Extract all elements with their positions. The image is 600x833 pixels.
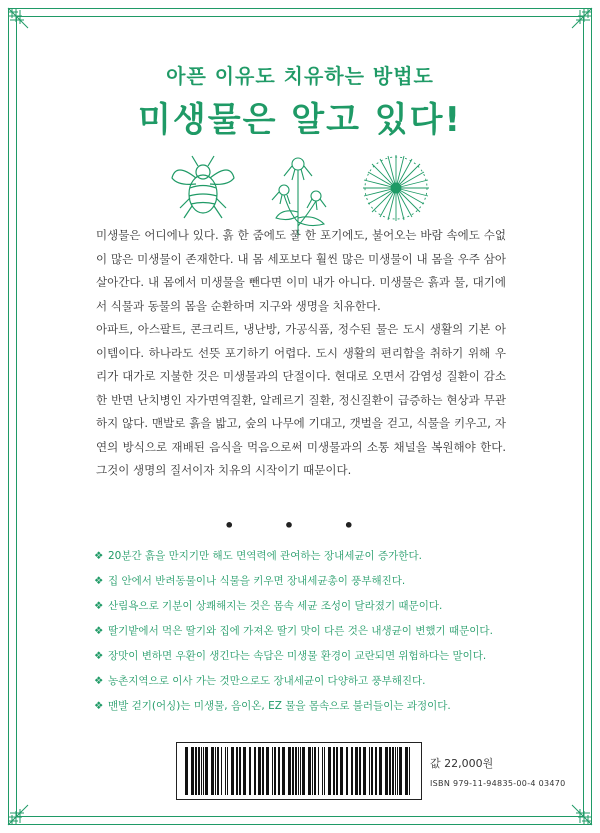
dandelion-seedhead-icon — [360, 152, 432, 224]
description-text — [96, 224, 506, 483]
isbn-label: ISBN 979-11-94835-00-4 03470 — [430, 779, 566, 788]
diamond-bullet-icon: ❖ — [94, 650, 104, 662]
list-item: ❖ 산림욕으로 기분이 상쾌해지는 것은 몸속 세균 조성이 달라졌기 때문이다. — [94, 594, 534, 619]
corner-ornament-icon — [554, 787, 594, 827]
corner-ornament-icon — [6, 6, 46, 46]
barcode-icon — [183, 747, 415, 795]
diamond-bullet-icon: ❖ — [94, 575, 104, 587]
highlight-list — [94, 544, 534, 719]
barcode-box — [176, 742, 422, 800]
diamond-bullet-icon: ❖ — [94, 550, 104, 562]
list-item: ❖ 딸기밭에서 먹은 딸기와 집에 가져온 딸기 맛이 다른 것은 내생균이 변했기 때문이다. — [94, 619, 534, 644]
section-separator: • • • — [224, 516, 376, 535]
corner-ornament-icon — [6, 787, 46, 827]
diamond-bullet-icon: ❖ — [94, 625, 104, 637]
list-item: ❖ 집 안에서 반려동물이나 식물을 키우면 장내세균총이 풍부해진다. — [94, 569, 534, 594]
description-paragraph: 아파트, 아스팔트, 콘크리트, 냉난방, 가공식품, 정수된 물은 도시 생활의 기본 아이템이다. 하나라도 선뜻 포기하기 어렵다. 도시 생활의 편리함을 취하기 위해 우리가 대가로 지불한 것은 미생물과의 단절이다. 현대로 오면서 감염성 질환이 감소한 반면 난치병인 자가면역질환, 알레르기 질환, 정신질환이 급증하는 현상과 무관하지 않다. 맨발로 흙을 밟고, 숲의 나무에 기대고, 갯벌을 걷고, 식물을 키우고, 자연의 방식으로 재배된 음식을 먹음으로써 미생물과의 소통 채널을 복원해야 한다. 그것이 생명의 질서이자 치유의 시작이기 때문이다. — [96, 322, 506, 477]
diamond-bullet-icon: ❖ — [94, 700, 104, 712]
list-item: ❖ 농촌지역으로 이사 가는 것만으로도 장내세균이 다양하고 풍부해진다. — [94, 669, 534, 694]
diamond-bullet-icon: ❖ — [94, 675, 104, 687]
list-item: ❖ 장맛이 변하면 우환이 생긴다는 속담은 미생물 환경이 교란되면 위험하다는 말이다. — [94, 644, 534, 669]
list-item: ❖ 20분간 흙을 만지기만 해도 면역력에 관여하는 장내세균이 증가한다. — [94, 544, 534, 569]
diamond-bullet-icon: ❖ — [94, 600, 104, 612]
subtitle: 아픈 이유도 치유하는 방법도 — [166, 64, 434, 88]
description-paragraph: 미생물은 어디에나 있다. 흙 한 줌에도 풀 한 포기에도, 불어오는 바람 속에도 수없이 많은 미생물이 존재한다. 내 몸 세포보다 훨씬 많은 미생물이 내 몸을 우주 삼아 살아간다. 내 몸에서 미생물을 뺀다면 이미 내가 아니다. 미생물은 흙과 물, 대기에서 식물과 동물의 몸을 순환하며 지구와 생명을 치유한다. — [96, 228, 506, 313]
list-item: ❖ 맨발 걷기(어싱)는 미생물, 음이온, EZ 물을 몸속으로 불러들이는 과정이다. — [94, 694, 534, 719]
corner-ornament-icon — [554, 6, 594, 46]
bee-icon — [166, 152, 240, 224]
price-label: 값 22,000원 — [430, 757, 494, 770]
main-title: 미생물은 알고 있다! — [138, 100, 462, 140]
